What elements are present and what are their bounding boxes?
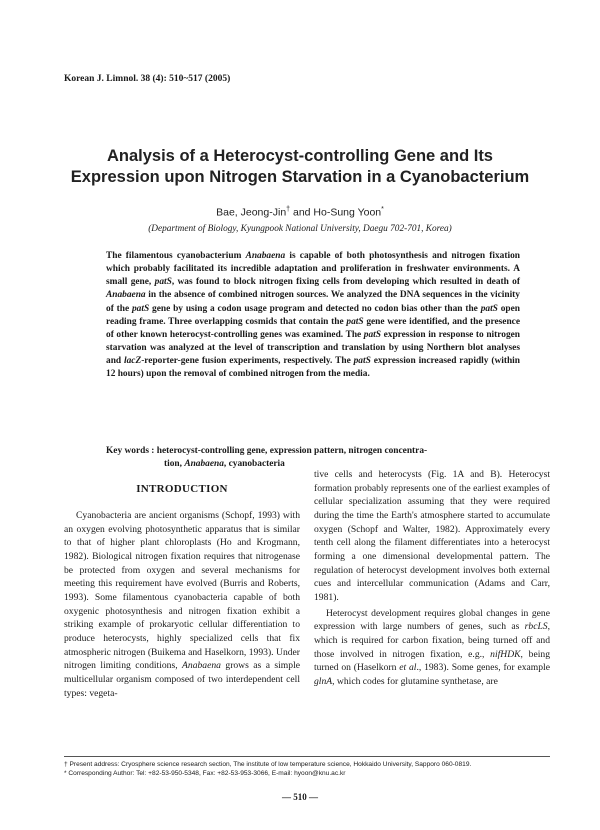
body-text: , which codes for glutamine synthetase, are — [332, 675, 498, 687]
affiliation: (Department of Biology, Kyungpook National University, Daegu 702-701, Korea) — [148, 224, 452, 234]
page-number: — 510 — — [282, 792, 318, 802]
keywords-label: Key words : — [106, 446, 157, 456]
abstract-text: gene were identified, and the presence of other known heterocyst-controlling genes was examined. The — [106, 316, 520, 340]
keywords-line-2: tion, — [164, 459, 185, 470]
abstract-italic: patS — [154, 277, 172, 288]
footnote-corresponding-author: * Corresponding Author: Tel: +82-53-950-5348, Fax: +82-53-953-3066, E-mail: hyoon@knu.ac.kr — [64, 770, 346, 777]
body-text: Cyanobacteria are ancient organisms (Schopf, 1993) with an oxygen evolving photosynthetic apparatus that is similar to that of higher plant chloroplasts (Ho and Krogmann, 1982). Biological nitrogen fixation requires that nitrogenase be protected from oxygen and several mechanisms for meeting this requirement have evolved (Burris and Roberts, 1993). Some filamentous cyanobacteria capable of both oxygenic photosynthesis and nitrogen fixation exhibit a striking example of prokaryotic cellular differentiation to produce heterocysts, highly specialized cells that fix atmospheric nitrogen (Buikema and Haselkorn, 1993). Under nitrogen limiting conditions, — [64, 510, 300, 672]
body-text: Heterocyst development requires global changes in gene expression with large numbers of genes, such as — [314, 607, 550, 633]
abstract-italic: patS — [363, 329, 381, 340]
body-right-column — [314, 468, 550, 689]
body-left-column — [64, 509, 300, 700]
body-text: , being turned on (Haselkorn — [314, 648, 550, 674]
body-text: ., 1983). Some genes, for example — [416, 662, 550, 674]
body-paragraph — [64, 509, 300, 700]
author-2-mark: * — [381, 206, 384, 213]
footnote-present-address: † Present address: Cryosphere science research section, The institute of low temperature science, Hokkaido University, Sapporo 060-0819. — [64, 761, 472, 768]
abstract-italic: patS — [353, 356, 371, 367]
journal-citation: Korean J. Limnol. 38 (4): 510~517 (2005) — [64, 74, 231, 84]
abstract-text: open reading frame. Three overlapping cosmids that contain the — [106, 303, 521, 327]
keywords-line-2-end: , cyanobacteria — [223, 459, 285, 470]
abstract-italic: patS — [480, 303, 498, 314]
body-text: grows as a simple multicellular organism composed of two interdependent cell types: vegeta- — [64, 660, 300, 699]
body-italic: et al — [399, 662, 417, 674]
abstract-text: in the absence of combined nitrogen sources. We analyzed the DNA sequences in the vicinity of the — [106, 290, 520, 314]
keywords-line-1: heterocyst-controlling gene, expression pattern, nitrogen concentra- — [156, 446, 428, 456]
article-title — [40, 146, 560, 188]
abstract-text: The filamentous cyanobacterium — [106, 251, 246, 261]
title-line-1: Analysis of a Heterocyst-controlling Gene and Its — [106, 147, 493, 165]
author-1: Bae, Jeong-Jin — [216, 206, 287, 219]
body-italic: nifHDK — [490, 648, 521, 660]
abstract-italic: Anabaena — [106, 290, 146, 301]
abstract-text: expression in response to nitrogen starvation was analyzed at the level of transcription and translation by using Northern blot analyses and — [106, 329, 521, 367]
author-1-mark: † — [286, 206, 291, 213]
abstract-italic: lacZ — [124, 356, 142, 367]
abstract-italic: patS — [346, 316, 364, 327]
body-italic: Anabaena — [182, 660, 221, 672]
abstract-text: -reporter-gene fusion experiments, respectively. The — [141, 356, 354, 367]
footnote-divider — [64, 756, 550, 757]
author-2: Ho-Sung Yoon — [313, 206, 382, 219]
abstract-text: expression increased rapidly (within 12 hours) upon the removal of combined nitrogen from the media. — [106, 356, 520, 380]
abstract-text: is capable of both photosynthesis and nitrogen fixation which probably facilitated its incredible adaptation and proliferation in freshwater environments. A small gene, — [106, 251, 520, 288]
body-paragraph: tive cells and heterocysts (Fig. 1A and B). Heterocyst formation probably represents one of the earliest examples of cellular specialization assuming that they were required during the time the Earth's atmosphere started to accumulate oxygen (Schopf and Walter, 1982). Approximately every tenth cell along the filament differentiates into a heterocyst forming a one dimensional developmental pattern. The regulation of heterocyst development involves both external cues and intercellular communication (Adams and Carr, 1981). — [314, 469, 550, 603]
body-italic: rbcLS — [524, 621, 548, 633]
author-conjunction: and — [290, 206, 314, 219]
title-line-2: Expression upon Nitrogen Starvation in a Cyanobacterium — [70, 168, 530, 186]
abstract — [106, 250, 520, 382]
abstract-text: , was found to block nitrogen fixing cells from developing which resulted in death of — [171, 277, 520, 288]
section-heading-introduction: INTRODUCTION — [136, 483, 228, 495]
keywords-italic: Anabaena — [184, 459, 224, 470]
body-text: , which is required for carbon fixation, being turned off and those involved in nitrogen fixation, e.g., — [314, 621, 550, 660]
body-italic: glnA — [314, 675, 333, 687]
abstract-italic: patS — [131, 303, 150, 314]
author-list — [40, 206, 560, 219]
body-paragraph — [314, 607, 550, 689]
abstract-text: gene by using a codon usage program and detected no codon bias other than the — [149, 303, 481, 314]
abstract-italic: Anabaena — [245, 251, 286, 261]
